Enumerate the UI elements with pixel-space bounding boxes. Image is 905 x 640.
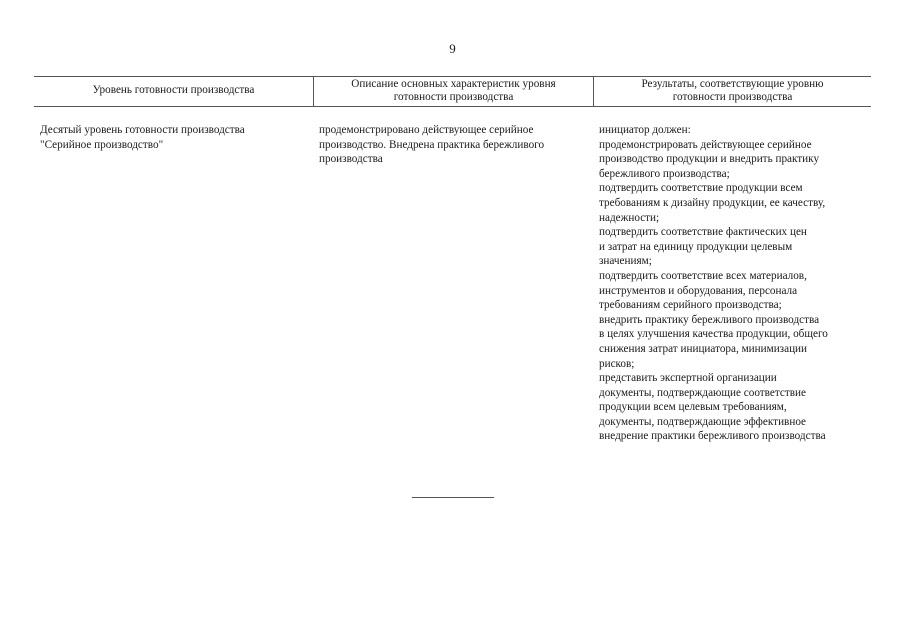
text-line: Результаты, соответствующие уровню [641,77,824,90]
text-line: Описание основных характеристик уровня [351,77,556,90]
header-level [34,76,313,106]
text-line: инструментов и оборудования, персонала [599,284,798,297]
text-line: внедрить практику бережливого производства [599,313,820,326]
header-level-text [93,84,255,98]
text-line: продемонстрировать действующее серийное [599,138,812,151]
text-line: требованиям к дизайну продукции, ее качеству, [599,196,826,209]
text-line: готовности производства [672,91,793,103]
text-line: документы, подтверждающие эффективное [599,415,807,428]
header-description-text [351,78,555,105]
text-line: Десятый уровень готовности производства [40,124,245,136]
text-line: продемонстрировано действующее серийное [319,124,534,136]
header-bottom-rule [34,106,871,107]
end-of-section-rule [412,497,494,498]
text-line: инициатор должен: [599,124,691,136]
text-line: значениям; [599,255,652,268]
text-line: внедрение практики бережливого производства [599,430,826,443]
text-line: надежности; [599,211,660,224]
text-line: рисков; [599,357,635,370]
text-line: подтвердить соответствие продукции всем [599,182,803,195]
text-line: в целях улучшения качества продукции, общего [599,328,828,341]
text-line: производство продукции и внедрить практику [599,153,820,166]
text-line: "Серийное производство" [40,138,164,151]
cell-description [319,123,589,167]
text-line: продукции всем целевым требованиям, [599,401,787,414]
cell-level [40,123,308,152]
text-line: и затрат на единицу продукции целевым [599,240,793,253]
text-line: снижения затрат инициатора, минимизации [599,342,808,355]
header-description [314,76,593,106]
text-line: подтвердить соответствие фактических цен [599,226,807,239]
header-results-text [641,78,823,105]
text-line: Уровень готовности производства [92,84,255,97]
text-line: производство. Внедрена практика бережливого [319,138,545,151]
text-line: производства [319,153,383,166]
text-line: представить экспертной организации [599,372,777,385]
text-line: подтвердить соответствие всех материалов, [599,269,807,282]
page-number: 9 [449,41,456,56]
text-line: документы, подтверждающие соответствие [599,386,806,399]
text-line: готовности производства [393,91,514,103]
text-line: бережливого производства; [599,167,730,180]
text-line: требованиям серийного производства; [599,299,782,312]
header-results [594,76,871,106]
cell-results [599,123,871,444]
